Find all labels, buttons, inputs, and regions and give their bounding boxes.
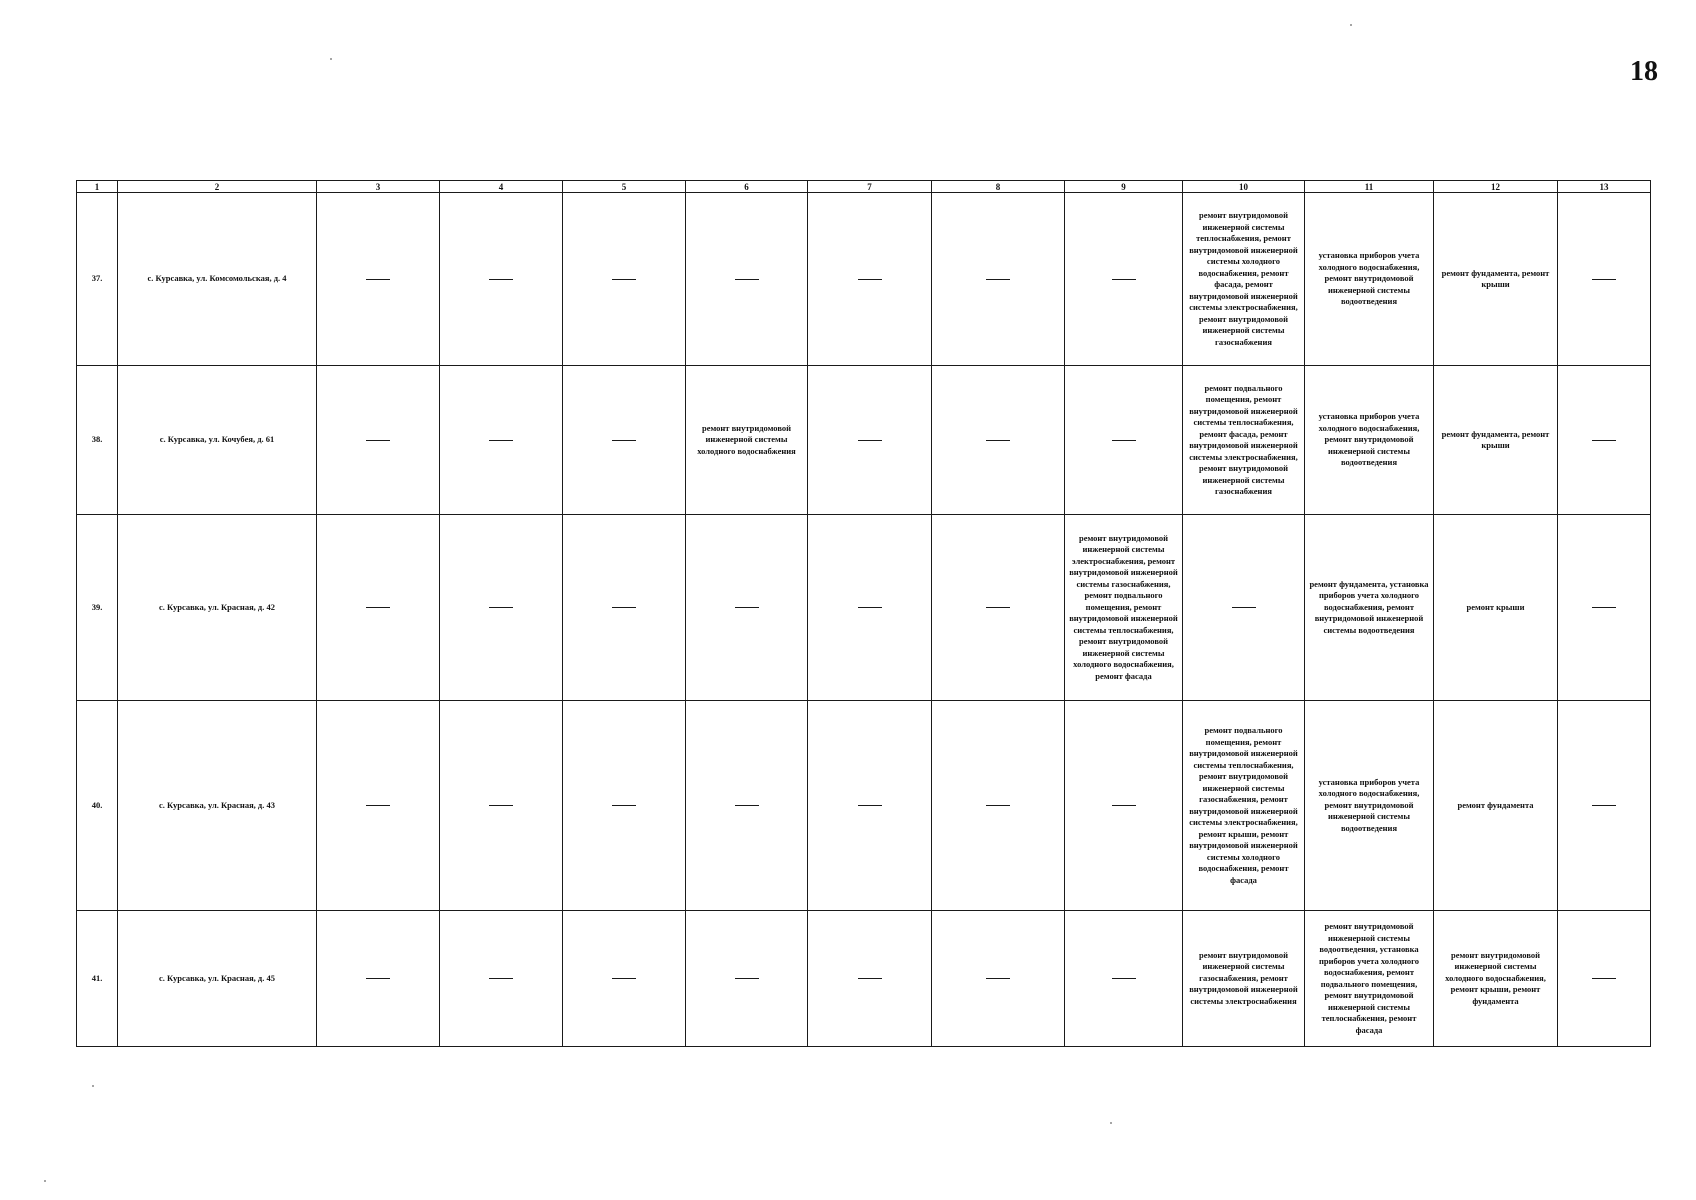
column-header: 9 xyxy=(1065,181,1183,193)
column-header: 13 xyxy=(1558,181,1651,193)
table-row xyxy=(77,515,1651,701)
dash-mark xyxy=(986,607,1010,608)
scan-speck xyxy=(330,58,332,60)
table-row xyxy=(77,193,1651,366)
empty-cell xyxy=(563,193,686,366)
work-description-cell: ремонт подвального помещения, ремонт внутридомовой инженерной системы теплоснабжения, ремонт внутридомовой инженерной системы газоснабжения, ремонт внутридомовой инженерной системы электроснабжения, ремонт крыши, ремонт внутридомовой инженерной системы холодного водоснабжения, ремонт фасада xyxy=(1183,701,1305,911)
work-description-cell: ремонт внутридомовой инженерной системы газоснабжения, ремонт внутридомовой инженерной системы электроснабжения xyxy=(1183,911,1305,1047)
scan-speck xyxy=(92,1085,94,1087)
scan-speck xyxy=(1350,24,1352,26)
empty-cell xyxy=(317,193,440,366)
dash-mark xyxy=(735,978,759,979)
empty-cell xyxy=(440,193,563,366)
column-header: 11 xyxy=(1305,181,1434,193)
table-row xyxy=(77,911,1651,1047)
dash-mark xyxy=(986,978,1010,979)
empty-cell xyxy=(808,515,932,701)
empty-cell xyxy=(317,911,440,1047)
dash-mark xyxy=(366,607,390,608)
empty-cell xyxy=(1065,911,1183,1047)
work-description-cell: ремонт фундамента xyxy=(1434,701,1558,911)
column-header: 5 xyxy=(563,181,686,193)
empty-cell xyxy=(808,911,932,1047)
dash-mark xyxy=(858,279,882,280)
empty-cell xyxy=(563,701,686,911)
dash-mark xyxy=(1592,805,1616,806)
scan-speck xyxy=(44,1180,46,1182)
dash-mark xyxy=(489,279,513,280)
column-header: 7 xyxy=(808,181,932,193)
dash-mark xyxy=(612,279,636,280)
address-cell: с. Курсавка, ул. Кочубея, д. 61 xyxy=(118,366,317,515)
column-header: 3 xyxy=(317,181,440,193)
dash-mark xyxy=(735,805,759,806)
empty-cell xyxy=(1065,193,1183,366)
column-header: 2 xyxy=(118,181,317,193)
table-row xyxy=(77,701,1651,911)
dash-mark xyxy=(986,440,1010,441)
work-description-cell: ремонт внутридомовой инженерной системы водоотведения, установка приборов учета холодного водоснабжения, ремонт подвального помещения, ремонт внутридомовой инженерной системы теплоснабжения, ремонт фасада xyxy=(1305,911,1434,1047)
empty-cell xyxy=(440,701,563,911)
empty-cell xyxy=(440,515,563,701)
work-description-cell: установка приборов учета холодного водоснабжения, ремонт внутридомовой инженерной системы водоотведения xyxy=(1305,193,1434,366)
dash-mark xyxy=(489,805,513,806)
dash-mark xyxy=(1592,607,1616,608)
work-description-cell: установка приборов учета холодного водоснабжения, ремонт внутридомовой инженерной системы водоотведения xyxy=(1305,366,1434,515)
row-number: 41. xyxy=(77,911,118,1047)
work-description-cell: ремонт внутридомовой инженерной системы холодного водоснабжения xyxy=(686,366,808,515)
dash-mark xyxy=(1592,978,1616,979)
empty-cell xyxy=(1558,911,1651,1047)
empty-cell xyxy=(440,366,563,515)
dash-mark xyxy=(858,978,882,979)
dash-mark xyxy=(612,805,636,806)
empty-cell xyxy=(1558,701,1651,911)
dash-mark xyxy=(612,978,636,979)
empty-cell xyxy=(1558,366,1651,515)
empty-cell xyxy=(932,515,1065,701)
work-description-cell: ремонт подвального помещения, ремонт внутридомовой инженерной системы теплоснабжения, ремонт фасада, ремонт внутридомовой инженерной системы электроснабжения, ремонт внутридомовой инженерной системы газоснабжения xyxy=(1183,366,1305,515)
header-row xyxy=(77,181,1651,193)
empty-cell xyxy=(563,911,686,1047)
work-description-cell: установка приборов учета холодного водоснабжения, ремонт внутридомовой инженерной системы водоотведения xyxy=(1305,701,1434,911)
row-number: 38. xyxy=(77,366,118,515)
column-header: 1 xyxy=(77,181,118,193)
work-description-cell: ремонт фундамента, установка приборов учета холодного водоснабжения, ремонт внутридомовой инженерной системы водоотведения xyxy=(1305,515,1434,701)
dash-mark xyxy=(489,607,513,608)
column-header: 4 xyxy=(440,181,563,193)
empty-cell xyxy=(1065,366,1183,515)
empty-cell xyxy=(686,193,808,366)
empty-cell xyxy=(808,701,932,911)
empty-cell xyxy=(1065,701,1183,911)
page-number: 18 xyxy=(1630,56,1658,87)
dash-mark xyxy=(986,805,1010,806)
empty-cell xyxy=(686,515,808,701)
empty-cell xyxy=(440,911,563,1047)
work-description-cell: ремонт внутридомовой инженерной системы теплоснабжения, ремонт внутридомовой инженерной системы холодного водоснабжения, ремонт фасада, ремонт внутридомовой инженерной системы электроснабжения, ремонт внутридомовой инженерной системы газоснабжения xyxy=(1183,193,1305,366)
column-header: 10 xyxy=(1183,181,1305,193)
dash-mark xyxy=(366,440,390,441)
empty-cell xyxy=(1183,515,1305,701)
empty-cell xyxy=(317,701,440,911)
dash-mark xyxy=(489,978,513,979)
column-header: 8 xyxy=(932,181,1065,193)
work-description-cell: ремонт фундамента, ремонт крыши xyxy=(1434,193,1558,366)
column-header: 6 xyxy=(686,181,808,193)
scan-speck xyxy=(1110,1122,1112,1124)
dash-mark xyxy=(735,607,759,608)
empty-cell xyxy=(686,911,808,1047)
table-row xyxy=(77,366,1651,515)
dash-mark xyxy=(366,978,390,979)
empty-cell xyxy=(1558,515,1651,701)
dash-mark xyxy=(612,440,636,441)
row-number: 37. xyxy=(77,193,118,366)
empty-cell xyxy=(563,515,686,701)
dash-mark xyxy=(858,805,882,806)
dash-mark xyxy=(1112,805,1136,806)
address-cell: с. Курсавка, ул. Красная, д. 42 xyxy=(118,515,317,701)
dash-mark xyxy=(858,607,882,608)
empty-cell xyxy=(808,366,932,515)
address-cell: с. Курсавка, ул. Красная, д. 43 xyxy=(118,701,317,911)
dash-mark xyxy=(366,805,390,806)
dash-mark xyxy=(1112,440,1136,441)
address-cell: с. Курсавка, ул. Красная, д. 45 xyxy=(118,911,317,1047)
table-body xyxy=(77,193,1651,1047)
empty-cell xyxy=(932,701,1065,911)
work-description-cell: ремонт внутридомовой инженерной системы холодного водоснабжения, ремонт крыши, ремонт фундамента xyxy=(1434,911,1558,1047)
repair-schedule-table xyxy=(76,180,1651,1047)
empty-cell xyxy=(317,366,440,515)
dash-mark xyxy=(1592,440,1616,441)
dash-mark xyxy=(1112,279,1136,280)
dash-mark xyxy=(1592,279,1616,280)
address-cell: с. Курсавка, ул. Комсомольская, д. 4 xyxy=(118,193,317,366)
row-number: 40. xyxy=(77,701,118,911)
column-header: 12 xyxy=(1434,181,1558,193)
empty-cell xyxy=(932,193,1065,366)
work-description-cell: ремонт крыши xyxy=(1434,515,1558,701)
work-description-cell: ремонт фундамента, ремонт крыши xyxy=(1434,366,1558,515)
dash-mark xyxy=(1112,978,1136,979)
empty-cell xyxy=(317,515,440,701)
empty-cell xyxy=(686,701,808,911)
dash-mark xyxy=(612,607,636,608)
empty-cell xyxy=(563,366,686,515)
empty-cell xyxy=(932,366,1065,515)
empty-cell xyxy=(1558,193,1651,366)
work-description-cell: ремонт внутридомовой инженерной системы электроснабжения, ремонт внутридомовой инженерной системы газоснабжения, ремонт подвального помещения, ремонт внутридомовой инженерной системы теплоснабжения, ремонт внутридомовой инженерной системы холодного водоснабжения, ремонт фасада xyxy=(1065,515,1183,701)
dash-mark xyxy=(735,279,759,280)
empty-cell xyxy=(932,911,1065,1047)
empty-cell xyxy=(808,193,932,366)
dash-mark xyxy=(858,440,882,441)
dash-mark xyxy=(489,440,513,441)
dash-mark xyxy=(366,279,390,280)
row-number: 39. xyxy=(77,515,118,701)
dash-mark xyxy=(1232,607,1256,608)
dash-mark xyxy=(986,279,1010,280)
